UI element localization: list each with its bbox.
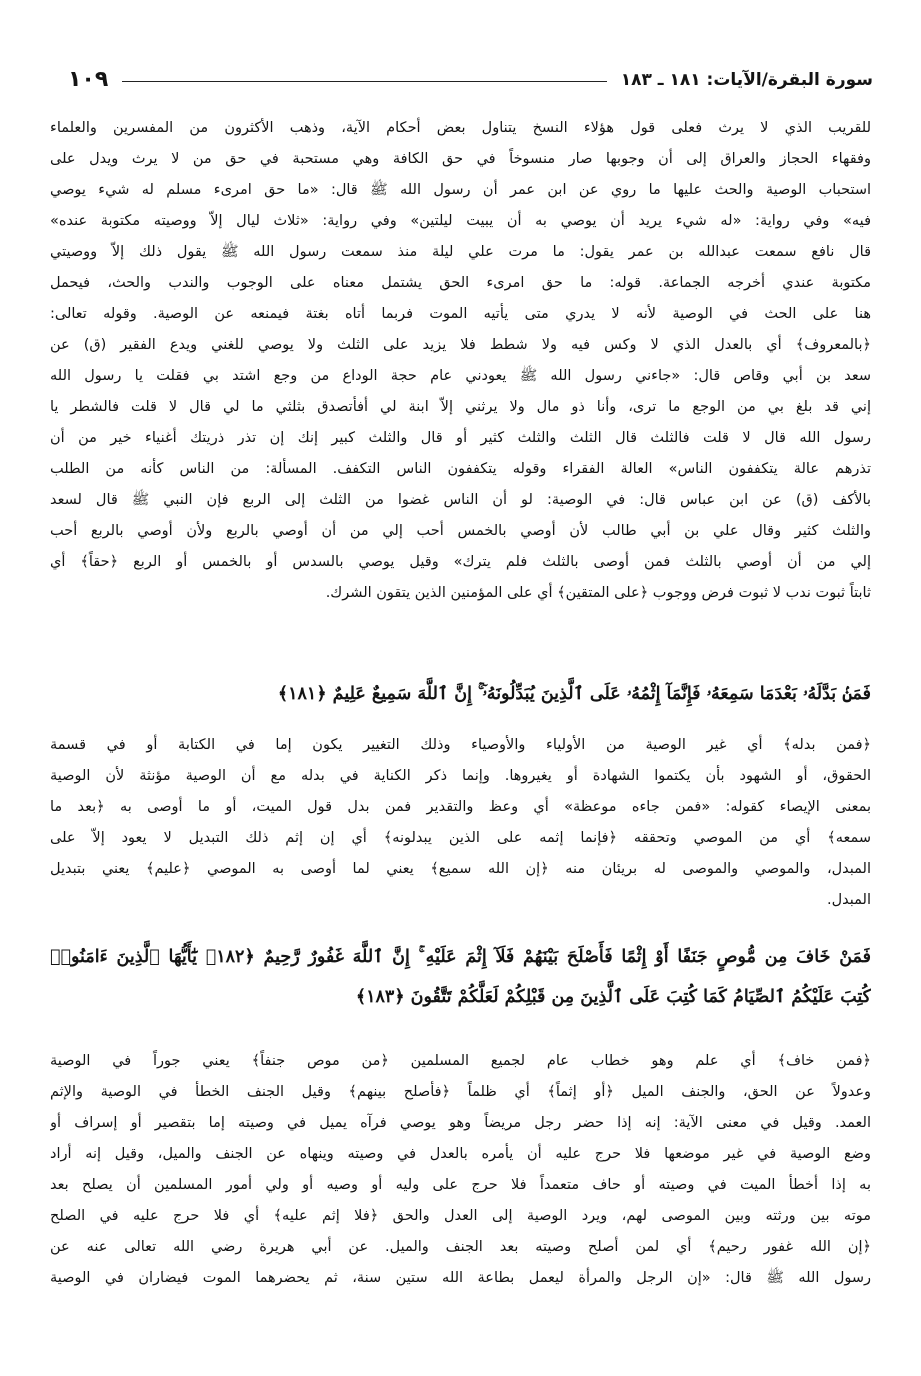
quran-verse-181 [50, 674, 871, 714]
page-number: ١٠٩ [68, 67, 109, 92]
verse-line: فَمَنْ خَافَ مِن مُّوصٍ جَنَفًا أَوْ إِثْمًا فَأَصْلَحَ بَيْنَهُمْ فَلَآ إِثْمَ عَلَيْهِ ۚ إِنَّ ٱللَّهَ غَفُورٌ رَّحِيمٌ ﴿١٨٢﴾ يَٰٓأَيُّهَا ٱلَّذِينَ ءَامَنُوا۟ [50, 947, 871, 967]
text-line: ﴿إن الله غفور رحيم﴾ أي لمن أصلح وصيته بعد الجنف والميل. عن أبي هريرة رضي الله تعالى عنه عن [50, 1239, 871, 1255]
text-line: فيه» وفي رواية: «له شيء يريد أن يوصي به أن يبيت ليلتين» وفي رواية: «ثلاث ليال إلاّ ووصيته مكتوبة عنده» [50, 213, 871, 229]
text-line: ﴿فمن خاف﴾ أي علم وهو خطاب عام لجميع المسلمين ﴿من موص جنفاً﴾ يعني جوراً في الوصية [50, 1053, 871, 1069]
text-line: وعدولاً عن الحق، والجنف الميل ﴿أو إثماً﴾ أي ظلماً ﴿فأصلح بينهم﴾ وقيل الجنف الخطأ في الوصية والإثم [50, 1084, 871, 1100]
text-line: للقريب الذي لا يرث فعلى قول هؤلاء النسخ يتناول بعض أحكام الآية، وذهب الأكثرون من المفسرين والعلماء [50, 120, 871, 136]
text-line: المبدل. [827, 892, 871, 908]
text-line: المبدل، والموصي والموصى له بريئان منه ﴿إن الله سميع﴾ يعني لما أوصى به الموصي ﴿عليم﴾ يعني بتبديل [50, 861, 871, 877]
text-line: مكتوبة عندي أخرجه الجماعة. قوله: ما حق امرىء الحق يشتمل معناه على الوجوب والندب والحث، فيحمل [50, 275, 871, 291]
text-line: العمد. وقيل في معنى الآية: إنه إذا حضر رجل مريضاً وهو يوصي فرآه يميل في وصيته إما بتقصير أو إسراف أو [50, 1115, 871, 1131]
text-line: رسول الله ﷺ قال: «إن الرجل والمرأة ليعمل بطاعة الله ستين سنة، ثم يحضرهما الموت فيضاران في الوصية [50, 1270, 871, 1286]
commentary-paragraph-2 [50, 730, 871, 916]
text-line: إني قد بلغ بي من الوجع ما ترى، وأنا ذو مال ولا يرثني إلاّ ابنة لي أفأتصدق بثلثي ما لي قال لا قلت فالشطر يا [50, 399, 871, 415]
text-line: ثابتاً ثبوت ندب لا ثبوت فرض ووجوب ﴿على المتقين﴾ أي على المؤمنين الذين يتقون الشرك. [325, 585, 871, 601]
quran-verses-182-183 [50, 937, 871, 1017]
text-line: استحباب الوصية والحث عليها ما روي عن ابن عمر أن رسول الله ﷺ قال: «ما حق امرىء مسلم له شيء يوصي [50, 182, 871, 198]
text-line: سعد بن أبي وقاص قال: «جاءني رسول الله ﷺ يعودني عام حجة الوداع من وجع اشتد بي فقلت يا رسول الله [50, 368, 871, 384]
text-line: قال نافع سمعت عبدالله بن عمر يقول: ما مرت علي ليلة منذ سمعت رسول الله ﷺ يقول ذلك إلاّ ووصيتي [50, 244, 871, 260]
text-line: سمعه﴾ أي من الموصي وتحققه ﴿فإنما إثمه على الذين يبدلونه﴾ أي إن إثم ذلك التبديل لا يعود إلاّ على [50, 830, 871, 846]
text-line: إلي من أن أوصي بالثلث فمن أوصى بالثلث فلم يترك» وقيل يوصي بالسدس أو بالخمس أو الربع ﴿حقاً﴾ أي [50, 554, 871, 570]
header-rule [122, 81, 606, 82]
text-line: الحقوق، أو الشهود بأن يكتموا الشهادة أو يغيروها. وإنما ذكر الكناية في بدله مع أن الوصية مؤنثة لأن الوصية [50, 768, 871, 784]
commentary-paragraph-1 [50, 113, 871, 609]
surah-title: سورة البقرة/الآيات: ١٨١ ـ ١٨٣ [620, 70, 873, 90]
text-line: ﴿بالمعروف﴾ أي بالعدل الذي لا وكس فيه ولا شطط فلا يزيد على الثلث ولا يوصي للغني ويدع الفقير (ق) عن [50, 337, 871, 353]
text-line: موته بين ورثته وبين الموصى لهم، ويرد الوصية إلى العدل والحق ﴿فلا إثم عليه﴾ أي فلا حرج عليه في الصلح [50, 1208, 871, 1224]
text-line: تذرهم عالة يتكففون الناس» العالة الفقراء وقوله يتكففون الناس التكفف. المسألة: من الناس كأنه من الطلب [50, 461, 871, 477]
commentary-paragraph-3 [50, 1046, 871, 1294]
text-line: بالأكف (ق) عن ابن عباس قال: في الوصية: لو أن الناس غضوا من الثلث إلى الربع فإن النبي ﷺ قال لسعد [50, 492, 871, 508]
text-line: رسول الله قال لا قلت فالثلث قال الثلث والثلث كثير أو قال والثلث كبير إنك إن تذر ذريتك أغنياء خير من أن [50, 430, 871, 446]
verse-line: كُتِبَ عَلَيْكُمُ ٱلصِّيَامُ كَمَا كُتِبَ عَلَى ٱلَّذِينَ مِن قَبْلِكُمْ لَعَلَّكُمْ تَتَّقُونَ ﴿١٨٣﴾ [355, 987, 871, 1007]
text-line: وفقهاء الحجاز والعراق إلى أن وجوبها صار منسوخاً في حق الكافة وهي مستحبة في حق من لا يرث ويدل على [50, 151, 871, 167]
text-line: وضع الوصية في غير موضعها فلا حرج عليه أن يأمره بالعدل في وصيته وينهاه عن الجنف والميل، وقيل إنه أراد [50, 1146, 871, 1162]
text-line: ﴿فمن بدله﴾ أي غير الوصية من الأولياء والأوصياء وذلك التغيير يكون إما في الكتابة أو في قسمة [50, 737, 871, 753]
text-line: به إذا أخطأ الميت في وصيته أو حاف متعمداً فلا حرج على وليه أو وصيه أو ولي أمور المسلمين أن يصلح بعد [50, 1177, 871, 1193]
text-line: والثلث كثير وقال علي بن أبي طالب لأن أوصي بالخمس أحب إلي من أن أوصي بالربع ولأن أوصي بالربع أحب [50, 523, 871, 539]
page-header [68, 58, 873, 92]
text-line: بمعنى الإيصاء كقوله: «فمن جاءه موعظة» أي وعظ والتقدير فمن بدل قول الميت، أو ما أوصى به ﴿بعد ما [50, 799, 871, 815]
text-line: هنا على الحث في الوصية لأنه لا يدري متى يأتيه الموت فربما أتاه بغتة فيمنعه عن الوصية. وقوله تعالى: [50, 306, 871, 322]
verse-line: فَمَنۢ بَدَّلَهُۥ بَعْدَمَا سَمِعَهُۥ فَإِنَّمَآ إِثْمُهُۥ عَلَى ٱلَّذِينَ يُبَدِّلُونَهُۥٓ ۚ إِنَّ ٱللَّهَ سَمِيعٌ عَلِيمٌ ﴿١٨١﴾ [277, 684, 871, 704]
